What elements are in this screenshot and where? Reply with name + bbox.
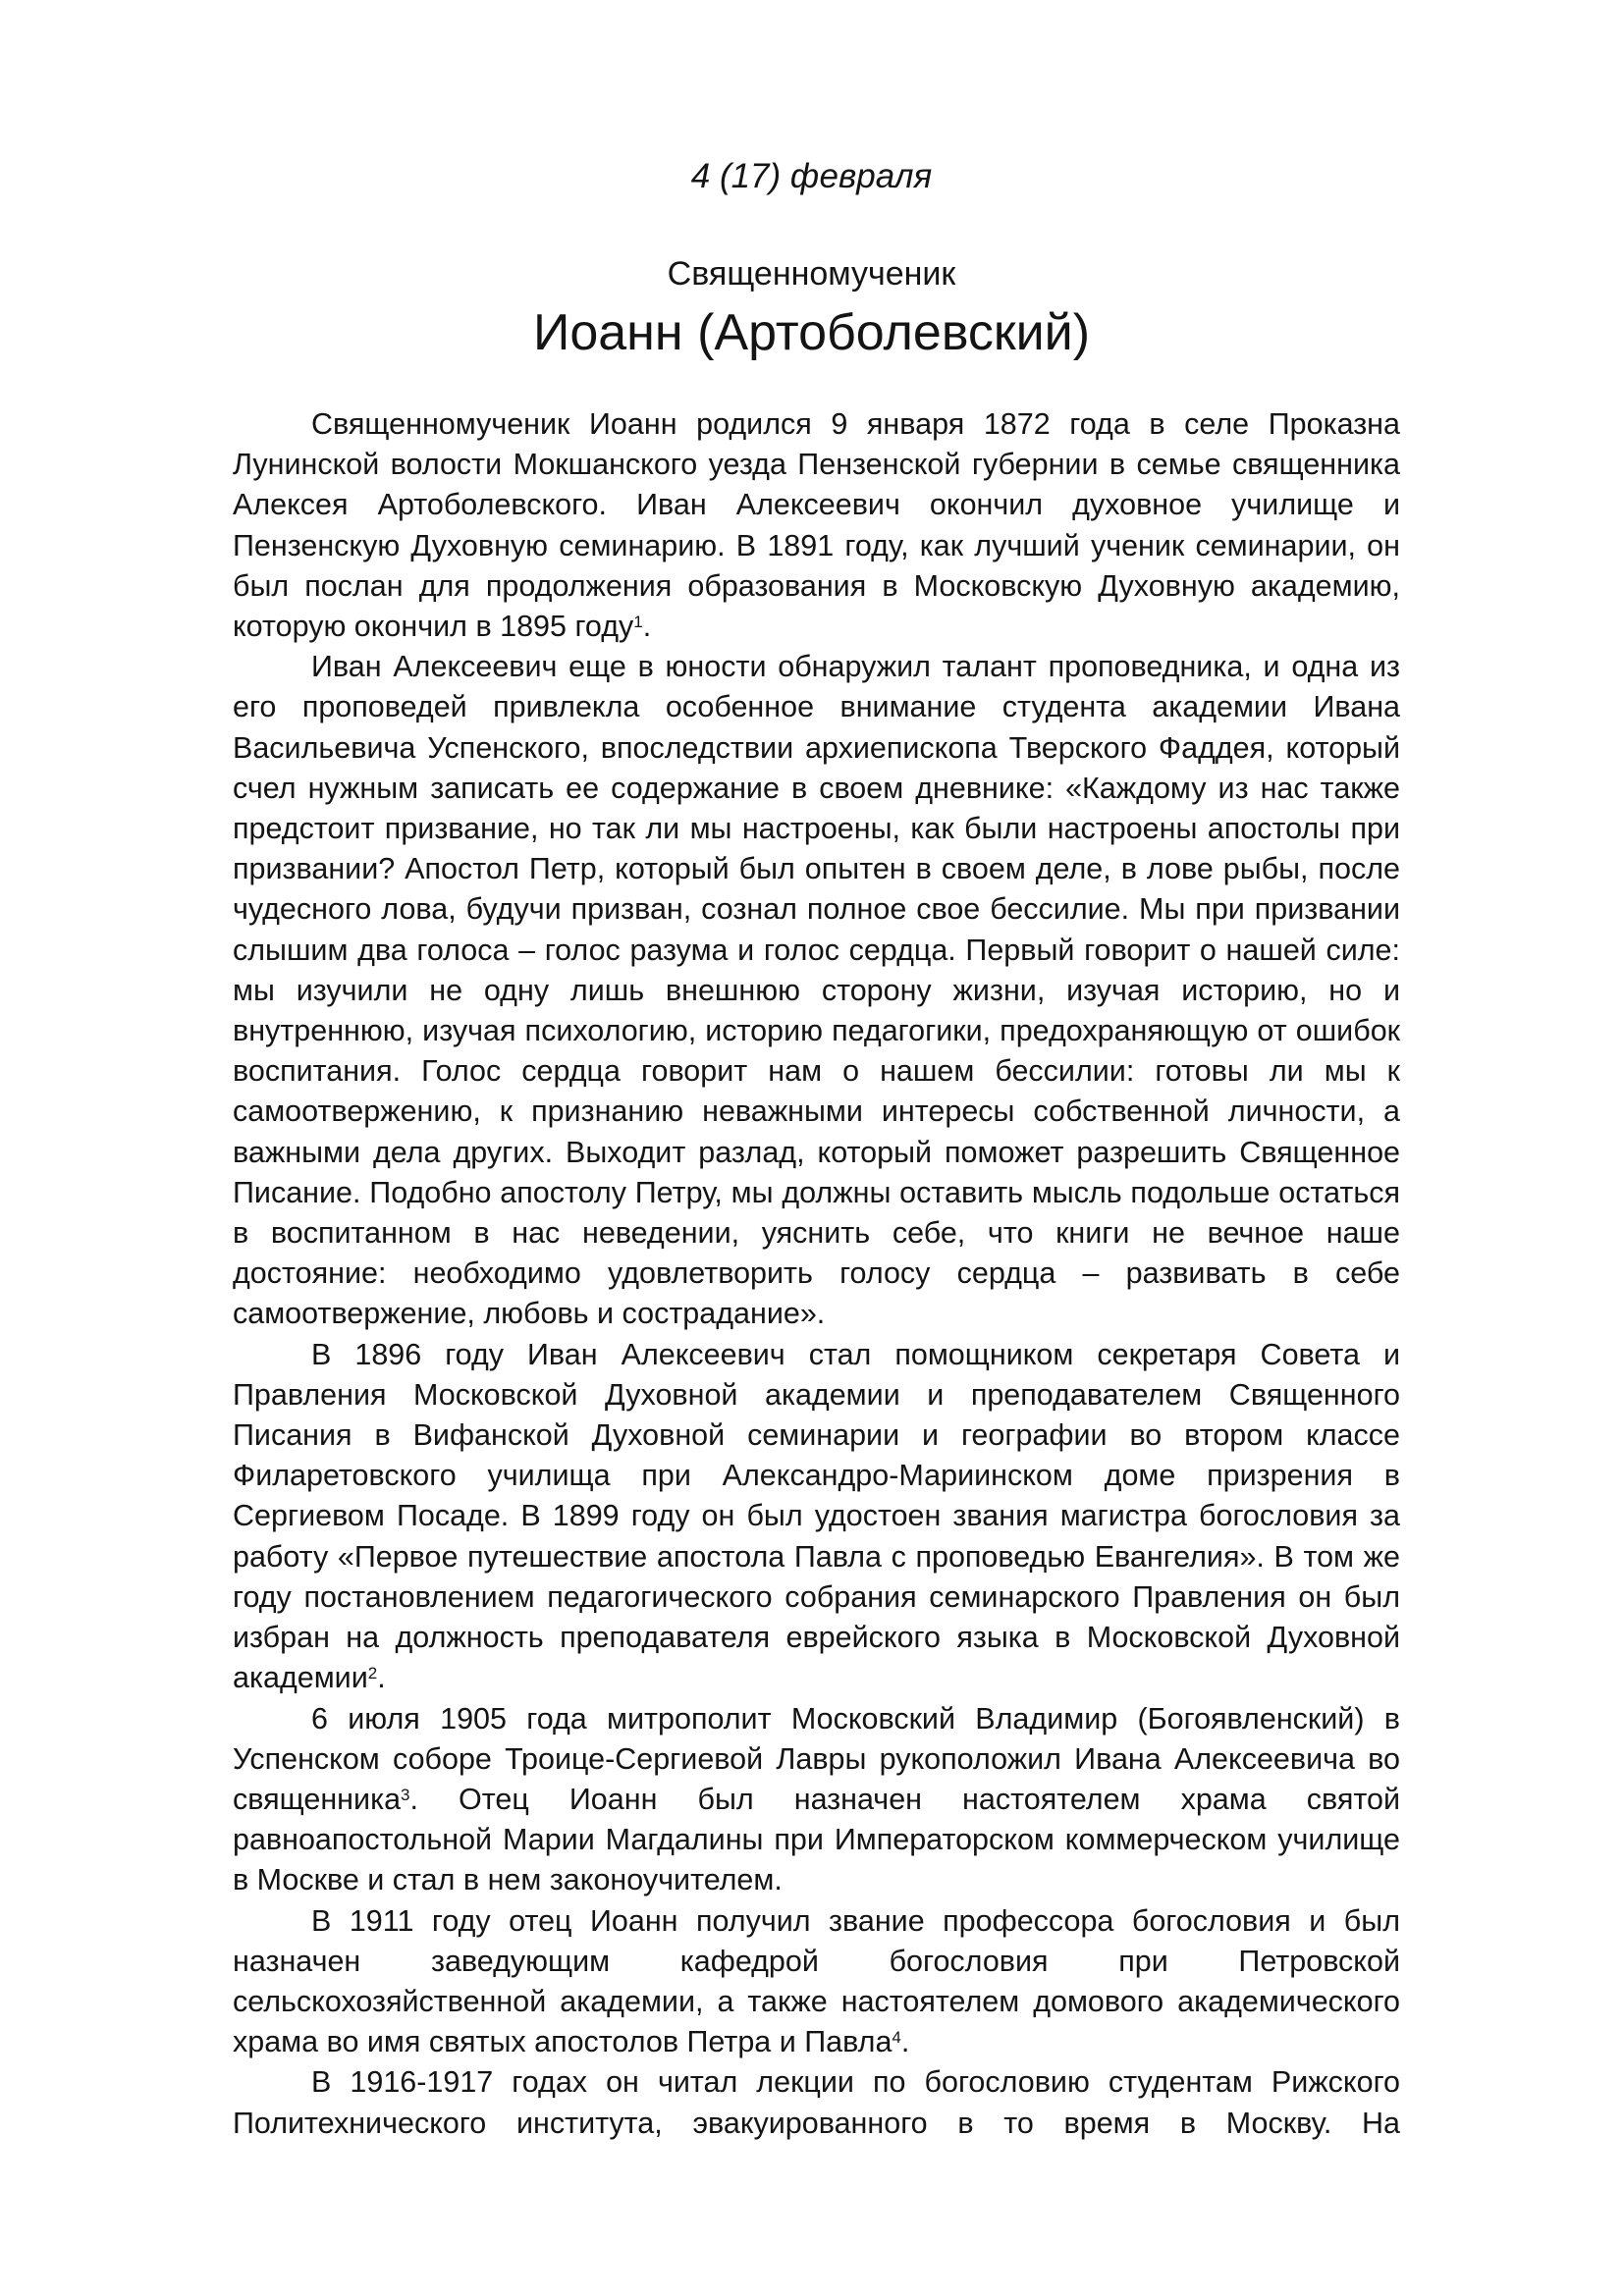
paragraph: В 1916-1917 годах он читал лекции по богословию студентам Рижского Политехнического института, эвакуированного в то время в Москву. На	[233, 2065, 1400, 2140]
paragraph: В 1896 году Иван Алексеевич стал помощником секретаря Совета и Правления Московской Духовной академии и преподавателем Священного Писания в Вифанской Духовной семинарии и географии во втором классе Филаретовского училища при Александро-Мариинском доме призрения в Сергиевом Посаде. В 1899 году он был удостоен звания магистра богословия за работу «Первое путешествие апостола Павла с проповедью Евангелия». В том же году постановлением педагогического собрания семинарского Правления он был избран на должность преподавателя еврейского языка в Московской Духовной академии$^2$.	[233, 1337, 1400, 1695]
saint-rank: Священномученик	[667, 255, 956, 293]
footnote-marker[interactable]: 4	[892, 2027, 901, 2047]
footnote-marker[interactable]: 1	[633, 612, 643, 631]
paragraph: В 1911 году отец Иоанн получил звание профессора богословия и был назначен заведующим кафедрой богословия при Петровской сельскохозяйственной академии, а также настоятелем домового академического храма во имя святых апостолов Петра и Павла$^4$.	[233, 1903, 1400, 2059]
footnote-marker[interactable]: 2	[367, 1664, 378, 1683]
paragraph: Иван Алексеевич еще в юности обнаружил талант проповедника, и одна из его проповедей привлекла особенное внимание студента академии Ивана Васильевича Успенского, впоследствии архиепископа Тверского Фаддея, который счел нужным записать ее содержание в своем дневнике: «Каждому из нас также предстоит призвание, но так ли мы настроены, как были настроены апостолы при призвании? Апостол Петр, который был опытен в своем деле, в лове рыбы, после чудесного лова, будучи призван, сознал полное свое бессилие. Мы при призвании слышим два голоса – голос разума и голос сердца. Первый говорит о нашей силе: мы изучили не одну лишь внешнюю сторону жизни, изучая историю, но и внутреннюю, изучая психологию, историю педагогики, предохраняющую от ошибок воспитания. Голос сердца говорит нам о нашем бессилии: готовы ли мы к самоотвержению, к признанию неважными интересы собственной личности, а важными дела других. Выходит разлад, который поможет разрешить Священное Писание. Подобно апостолу Петру, мы должны оставить мысль подольше остаться в воспитанном в нас неведении, уяснить себе, что книги не вечное наше достояние: необходимо удовлетворить голосу сердца – развивать в себе самоотвержение, любовь и сострадание».	[233, 650, 1400, 1331]
biography-text	[233, 404, 1400, 2144]
saint-name: Иоанн (Артоболевский)	[532, 304, 1091, 361]
footnote-marker[interactable]: 3	[401, 1785, 410, 1804]
paragraph: 6 июля 1905 года митрополит Московский Владимир (Богоявленский) в Успенском соборе Троице-Сергиевой Лавры рукоположил Ивана Алексеевича во священника$^3$. Отец Иоанн был назначен настоятелем храма святой равноапостольной Марии Магдалины при Императорском коммерческом училище в Москве и стал в нем законоучителем.	[233, 1701, 1400, 1897]
paragraph: Священномученик Иоанн родился 9 января 1872 года в селе Проказна Лунинской волости Мокшанского уезда Пензенской губернии в семье священника Алексея Артоболевского. Иван Алексеевич окончил духовное училище и Пензенскую Духовную семинарию. В 1891 году, как лучший ученик семинарии, он был послан для продолжения образования в Московскую Духовную академию, которую окончил в 1895 году$^1$.	[233, 407, 1400, 644]
feast-date: 4 (17) февраля	[690, 157, 933, 195]
